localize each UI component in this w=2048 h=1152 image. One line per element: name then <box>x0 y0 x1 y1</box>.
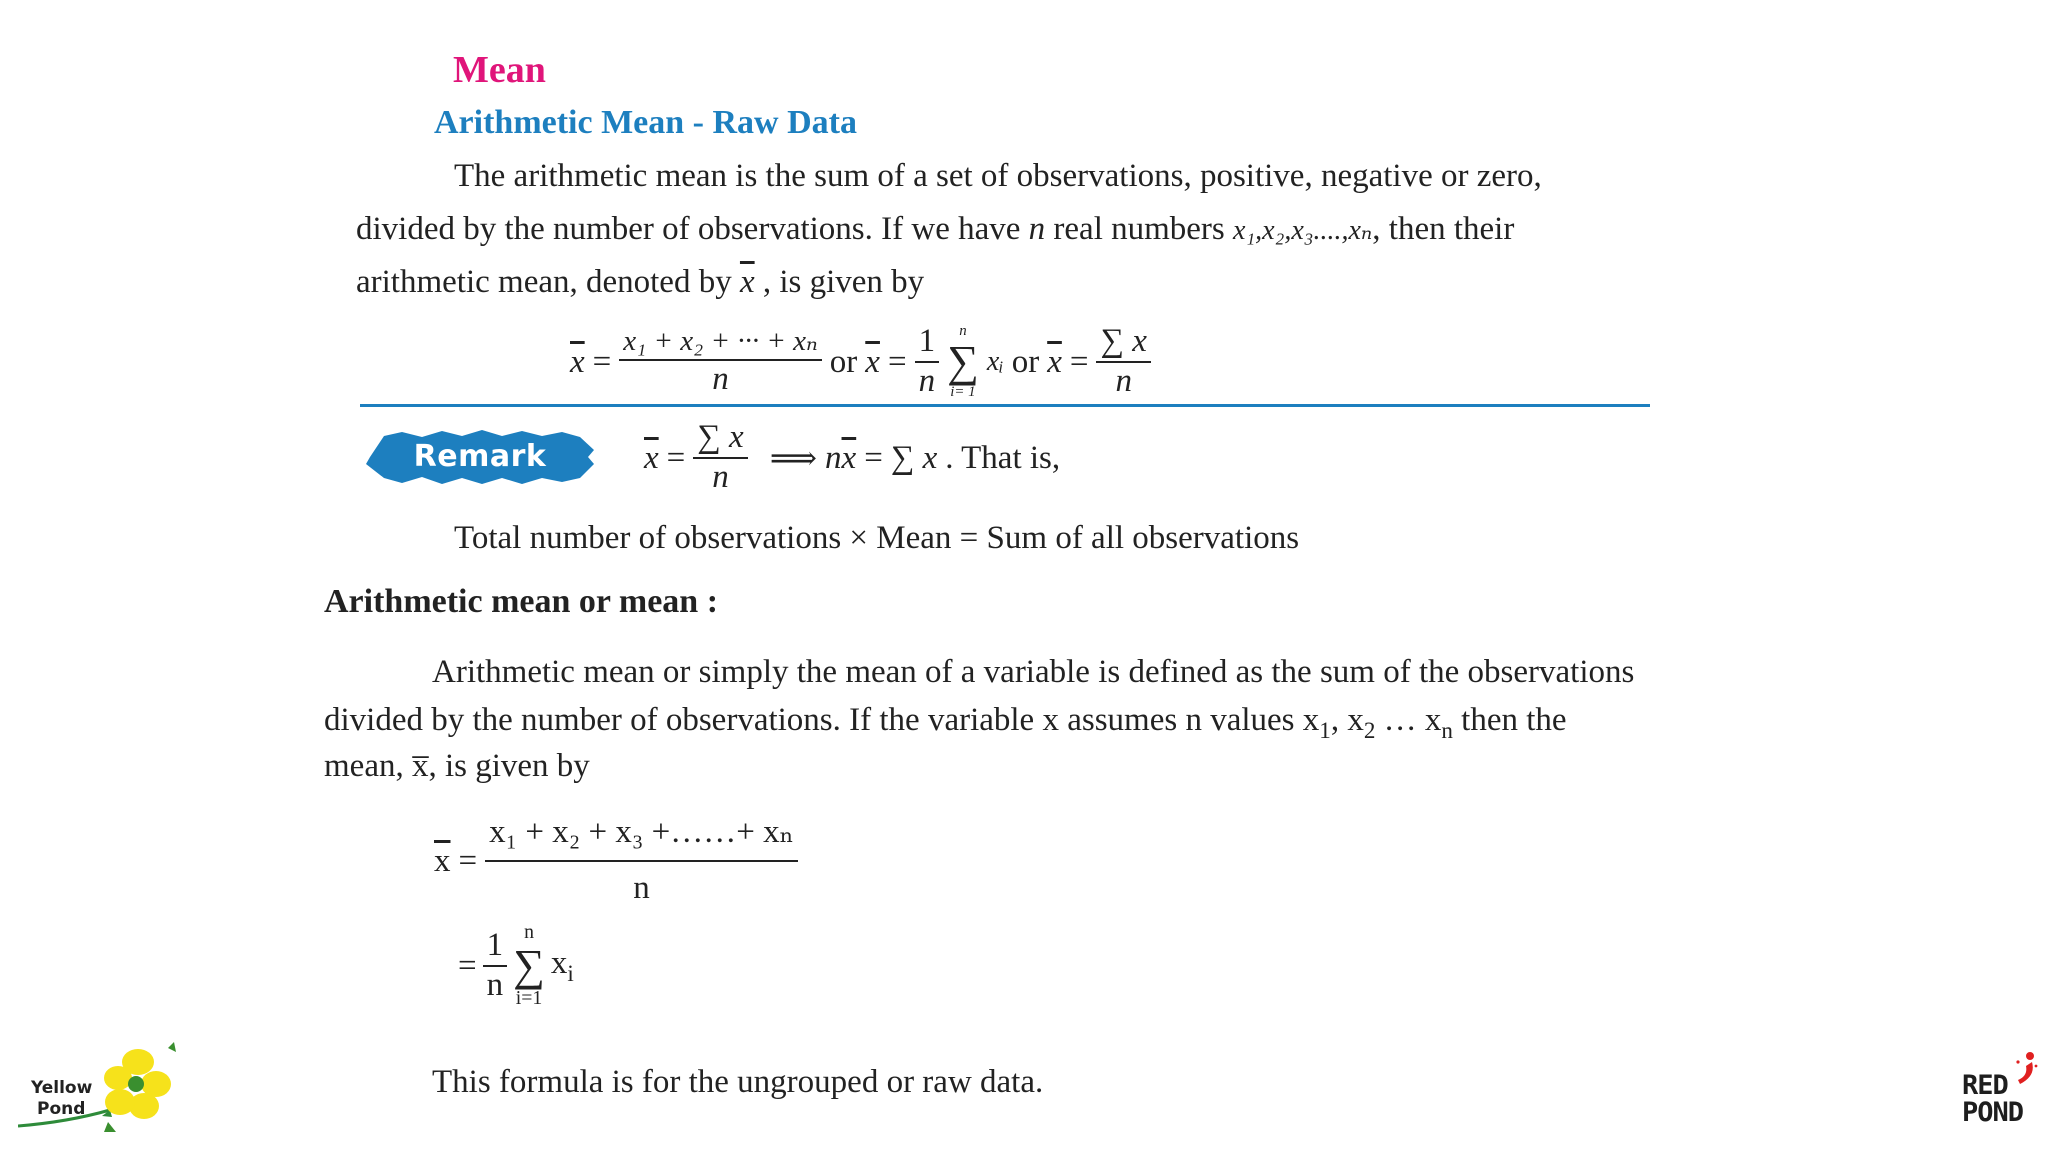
formula1-numerator: x₁ + x₂ + ··· + xₙ <box>619 325 822 360</box>
remark-xbar: $\overline{x}$ <box>644 439 659 476</box>
remark-n-coef: n <box>825 439 842 476</box>
remark-sum-x: ∑ x <box>693 419 747 459</box>
s2-sub2: 2 <box>1363 717 1376 744</box>
para1-line2 <box>356 211 1514 248</box>
formula1-lhs: $\overline{x}$ <box>570 343 585 380</box>
formula1-eq2: = <box>887 343 907 380</box>
closing-note: This formula is for the ungrouped or raw data. <box>432 1064 1044 1100</box>
formula1-sum-over-n <box>1096 323 1150 401</box>
remark-n: n <box>712 459 729 495</box>
rp-line1: RED <box>1962 1070 2008 1101</box>
s2-line2-text: divided by the number of observations. If the variable x assumes n values x <box>324 702 1320 738</box>
formula2-summation <box>458 916 574 1016</box>
remark-statement: Total number of observations × Mean = Sum of all observations <box>454 520 1300 556</box>
sigma-glyph-2: ∑ <box>513 940 545 990</box>
formula1-xbar2: $\overline{x}$ <box>865 343 880 380</box>
formula1-or1: or <box>829 343 858 380</box>
formula2b-one: 1 <box>483 927 508 967</box>
s2-subn: n <box>1441 717 1453 744</box>
formula2b-lower: i=1 <box>515 987 543 1009</box>
formula2-fraction <box>434 814 798 906</box>
formula1-sum-x: ∑ x <box>1096 323 1150 363</box>
remark-fraction <box>693 419 747 497</box>
section2-line1: Arithmetic mean or simply the mean of a variable is defined as the sum of the observations <box>432 654 1635 690</box>
sigma-glyph: ∑ <box>947 336 979 386</box>
formula1-one-over-n <box>915 323 940 401</box>
formula1-or2: or <box>1011 343 1040 380</box>
formula1-eq: = <box>592 343 612 380</box>
formula1-term: xᵢ <box>986 346 1004 377</box>
divider-line <box>360 404 1650 407</box>
formula2b-term: x <box>550 944 568 981</box>
remark-tail: . That is, <box>945 439 1061 476</box>
red-pond-wordmark <box>1962 1072 2023 1126</box>
para1-line3-b: , is given by <box>754 264 925 300</box>
para1-line2-b: real numbers <box>1045 211 1234 247</box>
s2-line2-end: then the <box>1452 702 1567 738</box>
formula1-n: n <box>918 363 936 399</box>
formula-mean <box>570 322 1151 402</box>
remark-xbar2: $\overline{x}$ <box>841 439 857 476</box>
s2-sep: , x <box>1330 702 1364 738</box>
remark-badge <box>362 428 598 486</box>
formula1-eq3: = <box>1069 343 1089 380</box>
formula2b-n: n <box>486 967 504 1003</box>
formula2b-sub: i <box>567 960 574 987</box>
formula2-eq: = <box>458 842 478 879</box>
s2-sub1: 1 <box>1319 717 1331 744</box>
formula1-xbar3: $\overline{x}$ <box>1047 343 1062 380</box>
remark-formula <box>644 418 1060 498</box>
para1-n: n <box>1028 211 1046 247</box>
para1-line2-a: divided by the number of observations. If we have <box>356 211 1029 247</box>
para1-line3 <box>356 264 924 301</box>
red-pond-logo <box>1960 1048 2040 1132</box>
para1-line2-c: , then their <box>1372 211 1515 247</box>
sum-lower: i= 1 <box>950 384 976 400</box>
yp-line1: Yellow <box>31 1078 93 1098</box>
formula1-fraction <box>619 325 822 398</box>
remark-eq2: = <box>864 439 883 476</box>
formula2-numerator: x₁ + x₂ + x₃ +……+ xₙ <box>485 814 798 862</box>
rp-line2: POND <box>1962 1097 2024 1128</box>
remark-eq: = <box>666 439 686 476</box>
remark-rhs: ∑ x <box>890 439 938 476</box>
formula2-denominator: n <box>633 870 650 906</box>
formula1-one: 1 <box>915 323 940 363</box>
formula2b-upper: n <box>524 921 534 944</box>
section2-heading: Arithmetic mean or mean : <box>324 583 719 620</box>
formula2-xbar: $\overline{x}$ <box>434 842 451 879</box>
para1-line3-a: arithmetic mean, denoted by <box>356 264 740 300</box>
para1-line1: The arithmetic mean is the sum of a set of observations, positive, negative or zero, <box>454 158 1542 194</box>
page-title: Mean <box>453 49 546 91</box>
yellow-pond-wordmark <box>31 1078 92 1121</box>
sum-upper: n <box>959 323 967 340</box>
formula2b-eq: = <box>458 947 477 984</box>
s2-dots: … x <box>1375 702 1442 738</box>
implies-arrow: ⟹ <box>769 441 818 477</box>
section2-line3: mean, x̅, is given by <box>324 748 590 784</box>
formula1-denominator: n <box>712 360 729 397</box>
formula2b-sigma <box>513 923 545 1009</box>
yellow-pond-logo <box>18 1040 178 1140</box>
xbar-symbol: $\overline{x}$ <box>739 264 755 300</box>
formula2b-one-over-n <box>483 927 508 1005</box>
para1-vars: x₁,x₂,x₃....,xₙ <box>1233 215 1373 246</box>
yp-line2: Pond <box>37 1099 86 1120</box>
formula2-frac <box>485 814 798 908</box>
remark-label: Remark <box>413 439 547 474</box>
section2-line2 <box>324 702 1567 744</box>
formula1-n2: n <box>1115 363 1132 399</box>
section-subtitle: Arithmetic Mean - Raw Data <box>434 104 857 141</box>
formula1-summation <box>947 324 979 400</box>
